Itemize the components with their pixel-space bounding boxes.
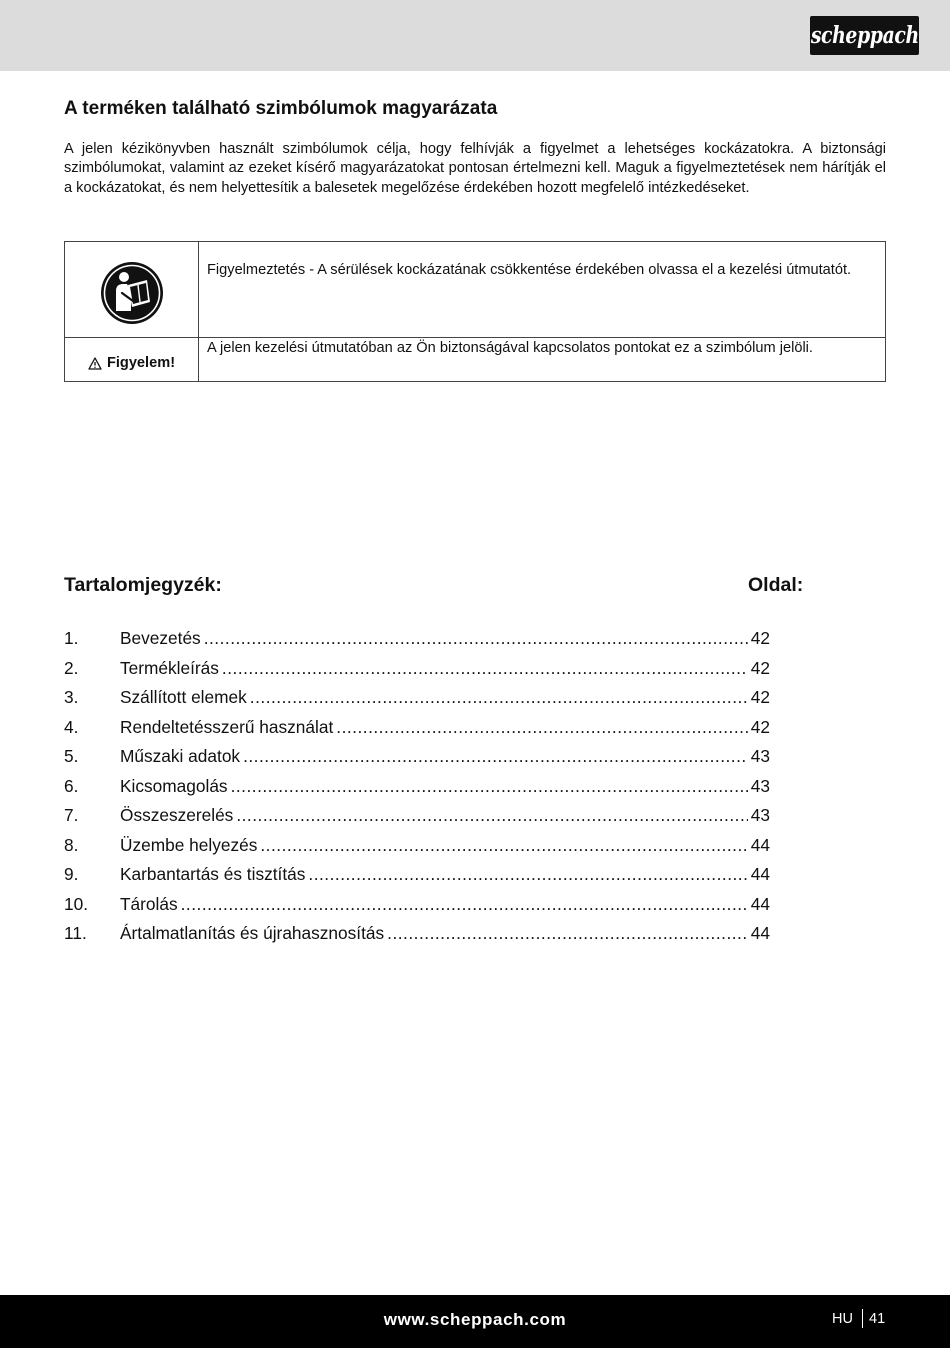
toc-leader-dots	[222, 658, 748, 679]
toc-entry-page: 44	[750, 923, 770, 943]
symbols-section-title: A terméken található szimbólumok magyarázata	[64, 98, 498, 119]
toc-entry[interactable]	[64, 746, 770, 776]
toc-leader-dots	[236, 805, 747, 826]
toc-entry-page: 44	[750, 893, 770, 914]
toc-entry-number: 8.	[64, 834, 79, 855]
toc-page-heading: Oldal:	[748, 574, 804, 596]
symbols-table	[64, 241, 886, 382]
toc-entry-page: 44	[750, 834, 770, 855]
toc-entry[interactable]	[64, 776, 770, 806]
toc-leader-dots	[336, 717, 748, 738]
toc-entry-page: 43	[750, 746, 770, 766]
toc-entry[interactable]	[64, 835, 770, 865]
toc-entry-label: Rendeltetésszerű használat	[120, 716, 334, 737]
footer-language-code: HU	[832, 1311, 853, 1327]
toc-entry-page: 42	[750, 657, 770, 678]
toc-entry-label: Szállított elemek	[120, 687, 247, 707]
toc-entry-label: Összeszerelés	[120, 805, 234, 825]
toc-leader-dots	[260, 835, 747, 856]
toc-entry-label: Bevezetés	[120, 628, 201, 648]
toc-entry-label: Üzembe helyezés	[120, 834, 258, 855]
toc-entry-label: Tárolás	[120, 893, 178, 914]
toc-entry-number: 6.	[64, 775, 79, 796]
footer-divider	[862, 1309, 863, 1328]
toc-entry-label: Műszaki adatok	[120, 746, 241, 766]
read-manual-icon	[100, 261, 164, 325]
toc-entry[interactable]	[64, 658, 770, 688]
symbols-row	[65, 338, 886, 382]
toc-entry-page: 42	[750, 628, 770, 648]
toc-entry[interactable]	[64, 864, 770, 894]
toc-entry[interactable]	[64, 717, 770, 747]
toc-entry[interactable]	[64, 894, 770, 924]
toc-entry-number: 5.	[64, 746, 79, 766]
toc-entry-page: 43	[750, 805, 770, 825]
table-of-contents	[64, 628, 770, 953]
warning-triangle-icon	[88, 357, 102, 370]
symbol-description: Figyelmeztetés - A sérülések kockázatának csökkentése érdekében olvassa el a kezelési útmutatót.	[199, 242, 886, 338]
toc-title: Tartalomjegyzék:	[64, 574, 222, 596]
toc-entry-label: Karbantartás és tisztítás	[120, 864, 306, 884]
symbol-cell	[65, 242, 199, 338]
toc-leader-dots	[250, 687, 748, 708]
brand-logo-text: scheppach	[810, 22, 919, 49]
toc-entry-number: 4.	[64, 716, 79, 737]
toc-entry-number: 2.	[64, 657, 79, 678]
toc-leader-dots	[231, 776, 748, 797]
symbol-description: A jelen kezelési útmutatóban az Ön biztonságával kapcsolatos pontokat ez a szimbólum jelöli.	[199, 338, 886, 382]
toc-entry[interactable]	[64, 687, 770, 717]
footer-website-link[interactable]: www.scheppach.com	[383, 1310, 567, 1329]
toc-entry-number: 9.	[64, 864, 79, 884]
toc-leader-dots	[204, 628, 748, 649]
toc-entry-number: 1.	[64, 628, 79, 648]
toc-leader-dots	[308, 864, 747, 885]
brand-logo	[810, 16, 919, 55]
toc-entry-label: Termékleírás	[120, 657, 219, 678]
symbols-row	[65, 242, 886, 338]
toc-entry-label: Ártalmatlanítás és újrahasznosítás	[120, 923, 385, 943]
page-header	[0, 0, 950, 71]
toc-entry-number: 10.	[64, 893, 89, 914]
toc-leader-dots	[387, 923, 748, 944]
toc-entry-page: 42	[750, 716, 770, 737]
toc-entry-page: 44	[750, 864, 770, 884]
toc-entry-page: 43	[750, 775, 770, 796]
page-footer	[0, 1295, 950, 1348]
toc-entry[interactable]	[64, 805, 770, 835]
toc-entry-label: Kicsomagolás	[120, 775, 228, 796]
toc-entry[interactable]	[64, 923, 770, 953]
toc-entry-number: 11.	[64, 923, 87, 943]
symbols-intro-text: A jelen kézikönyvben használt szimbólumok célja, hogy felhívják a figyelmet a lehetséges kockázatokra. A biztonsági szimbólumokat, valamint az ezeket kísérő magyarázatokat pontosan értelmezni kell. Maguk a figyelmeztetések nem hárítják el a kockázatokat, és nem helyettesítik a balesetek megelőzése érdekében hozott megfelelő intézkedéseket.	[64, 141, 886, 196]
toc-entry-number: 7.	[64, 805, 79, 825]
toc-entry[interactable]	[64, 628, 770, 658]
attention-label: Figyelem!	[106, 355, 176, 372]
toc-entry-number: 3.	[64, 687, 79, 707]
footer-page-number: 41	[869, 1311, 886, 1327]
toc-leader-dots	[181, 894, 748, 915]
toc-entry-page: 42	[750, 687, 770, 707]
symbol-cell	[65, 338, 199, 382]
toc-leader-dots	[243, 746, 748, 767]
